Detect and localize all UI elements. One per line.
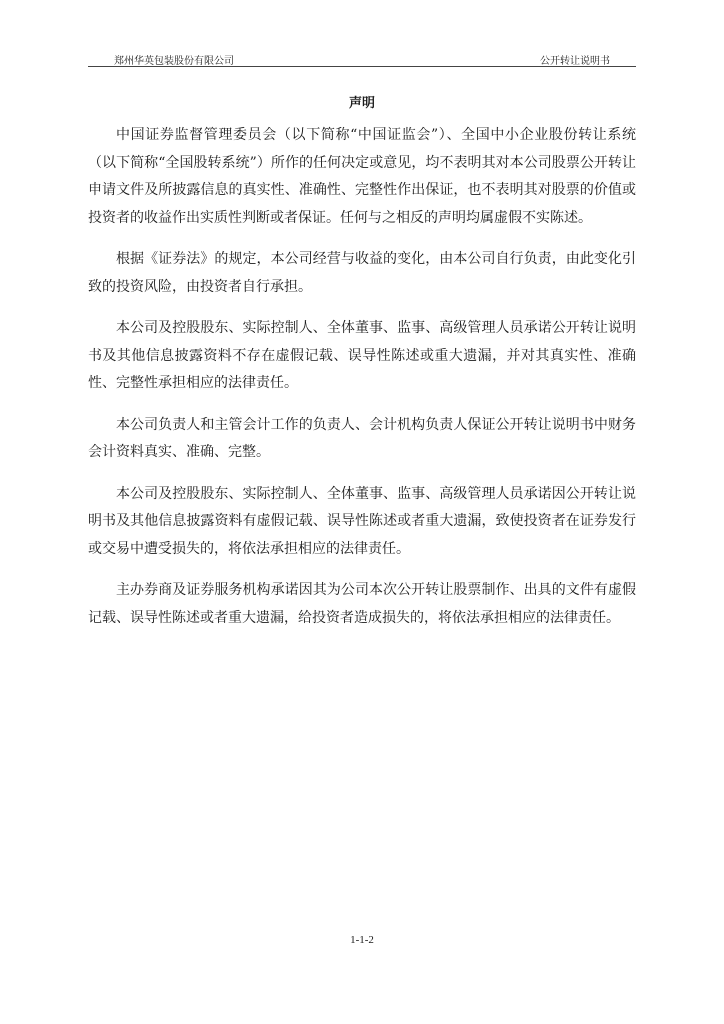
paragraph: 本公司及控股股东、实际控制人、全体董事、监事、高级管理人员承诺因公开转让说明书及其他信息披露资料有虚假记载、误导性陈述或者重大遗漏，致使投资者在证券发行或交易中遭受损失的，将依法承担相应的法律责任。 [88, 485, 636, 557]
header-document-name: 公开转让说明书 [540, 56, 610, 67]
paragraph: 主办券商及证券服务机构承诺因其为公司本次公开转让股票制作、出具的文件有虚假记载、误导性陈述或者重大遗漏，给投资者造成损失的，将依法承担相应的法律责任。 [88, 582, 636, 626]
paragraph: 根据《证券法》的规定，本公司经营与收益的变化，由本公司自行负责，由此变化引致的投资风险，由投资者自行承担。 [88, 251, 636, 295]
header-company-name: 郑州华英包装股份有限公司 [114, 56, 234, 67]
declaration-body [88, 122, 636, 646]
page-title: 声明 [348, 96, 375, 111]
paragraph: 本公司负责人和主管会计工作的负责人、会计机构负责人保证公开转让说明书中财务会计资料真实、准确、完整。 [88, 416, 636, 460]
page-number: 1-1-2 [350, 934, 374, 946]
paragraph: 中国证券监督管理委员会（以下简称“中国证监会”）、全国中小企业股份转让系统（以下简称“全国股转系统”）所作的任何决定或意见，均不表明其对本公司股票公开转让申请文件及所披露信息的真实性、准确性、完整性作出保证，也不表明其对股票的价值或投资者的收益作出实质性判断或者保证。任何与之相反的声明均属虚假不实陈述。 [88, 127, 636, 226]
page-header [88, 50, 636, 67]
paragraph: 本公司及控股股东、实际控制人、全体董事、监事、高级管理人员承诺公开转让说明书及其他信息披露资料不存在虚假记载、误导性陈述或重大遗漏，并对其真实性、准确性、完整性承担相应的法律责任。 [88, 320, 636, 391]
